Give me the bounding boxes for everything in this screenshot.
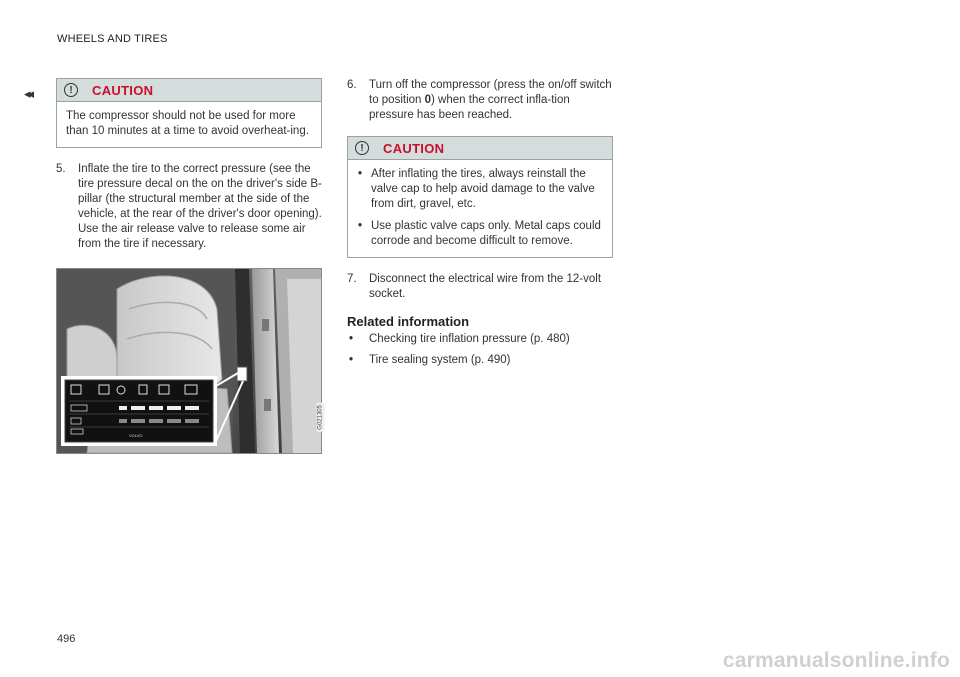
- step-text-before: Turn off the compressor (press the on/off switch to position: [369, 79, 612, 106]
- step-6: [347, 78, 613, 123]
- related-links: [347, 332, 613, 368]
- car-interior-illustration: [57, 269, 321, 453]
- right-column: [347, 78, 613, 374]
- caution-header: [57, 79, 321, 102]
- image-id-label: G021305: [318, 405, 324, 430]
- exclamation-circle-icon: !: [64, 83, 78, 97]
- step-text: Disconnect the electrical wire from the 12-volt socket.: [369, 273, 602, 300]
- continued-marker-icon: ◂◂: [24, 86, 32, 101]
- related-link-tire-pressure[interactable]: • Checking tire inflation pressure (p. 480): [347, 332, 613, 347]
- related-link-tire-sealing[interactable]: • Tire sealing system (p. 490): [347, 353, 613, 368]
- caution-box: [56, 78, 322, 148]
- exclamation-circle-icon: !: [355, 141, 369, 155]
- section-header: WHEELS AND TIRES: [57, 33, 168, 45]
- b-pillar-decal-photo: [56, 268, 322, 454]
- caution-list: [348, 160, 612, 257]
- caution-box: [347, 136, 613, 258]
- switch-position: 0: [424, 94, 432, 106]
- page-number: 496: [57, 633, 76, 645]
- step-text: Inflate the tire to the correct pressure (see the tire pressure decal on the on the driver's side B-pillar (the structural member at the side of the vehicle, at the rear of the driver's door opening). Use the air release valve to release some air from the tire if necessary.: [78, 163, 322, 250]
- left-column: [56, 78, 322, 454]
- step-number: 7.: [347, 273, 357, 285]
- step-number: 6.: [347, 79, 357, 91]
- step-text-after: ) when the correct infla-tion pressure has been reached.: [369, 94, 570, 121]
- step-number: 5.: [56, 163, 66, 175]
- caution-title: CAUTION: [383, 140, 445, 156]
- caution-title: CAUTION: [92, 82, 154, 98]
- related-information-heading: Related information: [347, 314, 470, 329]
- caution-item: • Use plastic valve caps only. Metal caps could corrode and become difficult to remove.: [357, 219, 602, 249]
- caution-header: [348, 137, 612, 160]
- caution-item: • After inflating the tires, always reinstall the valve cap to help avoid damage to the valve from dirt, gravel, etc.: [357, 167, 602, 212]
- watermark-text: carmanualsonline.info: [722, 649, 950, 672]
- step-5: [56, 162, 322, 252]
- decal-brand-text: VOLVO: [129, 433, 143, 438]
- caution-text: The compressor should not be used for more than 10 minutes at a time to avoid overheat-ing.: [66, 110, 309, 137]
- step-7: [347, 272, 613, 302]
